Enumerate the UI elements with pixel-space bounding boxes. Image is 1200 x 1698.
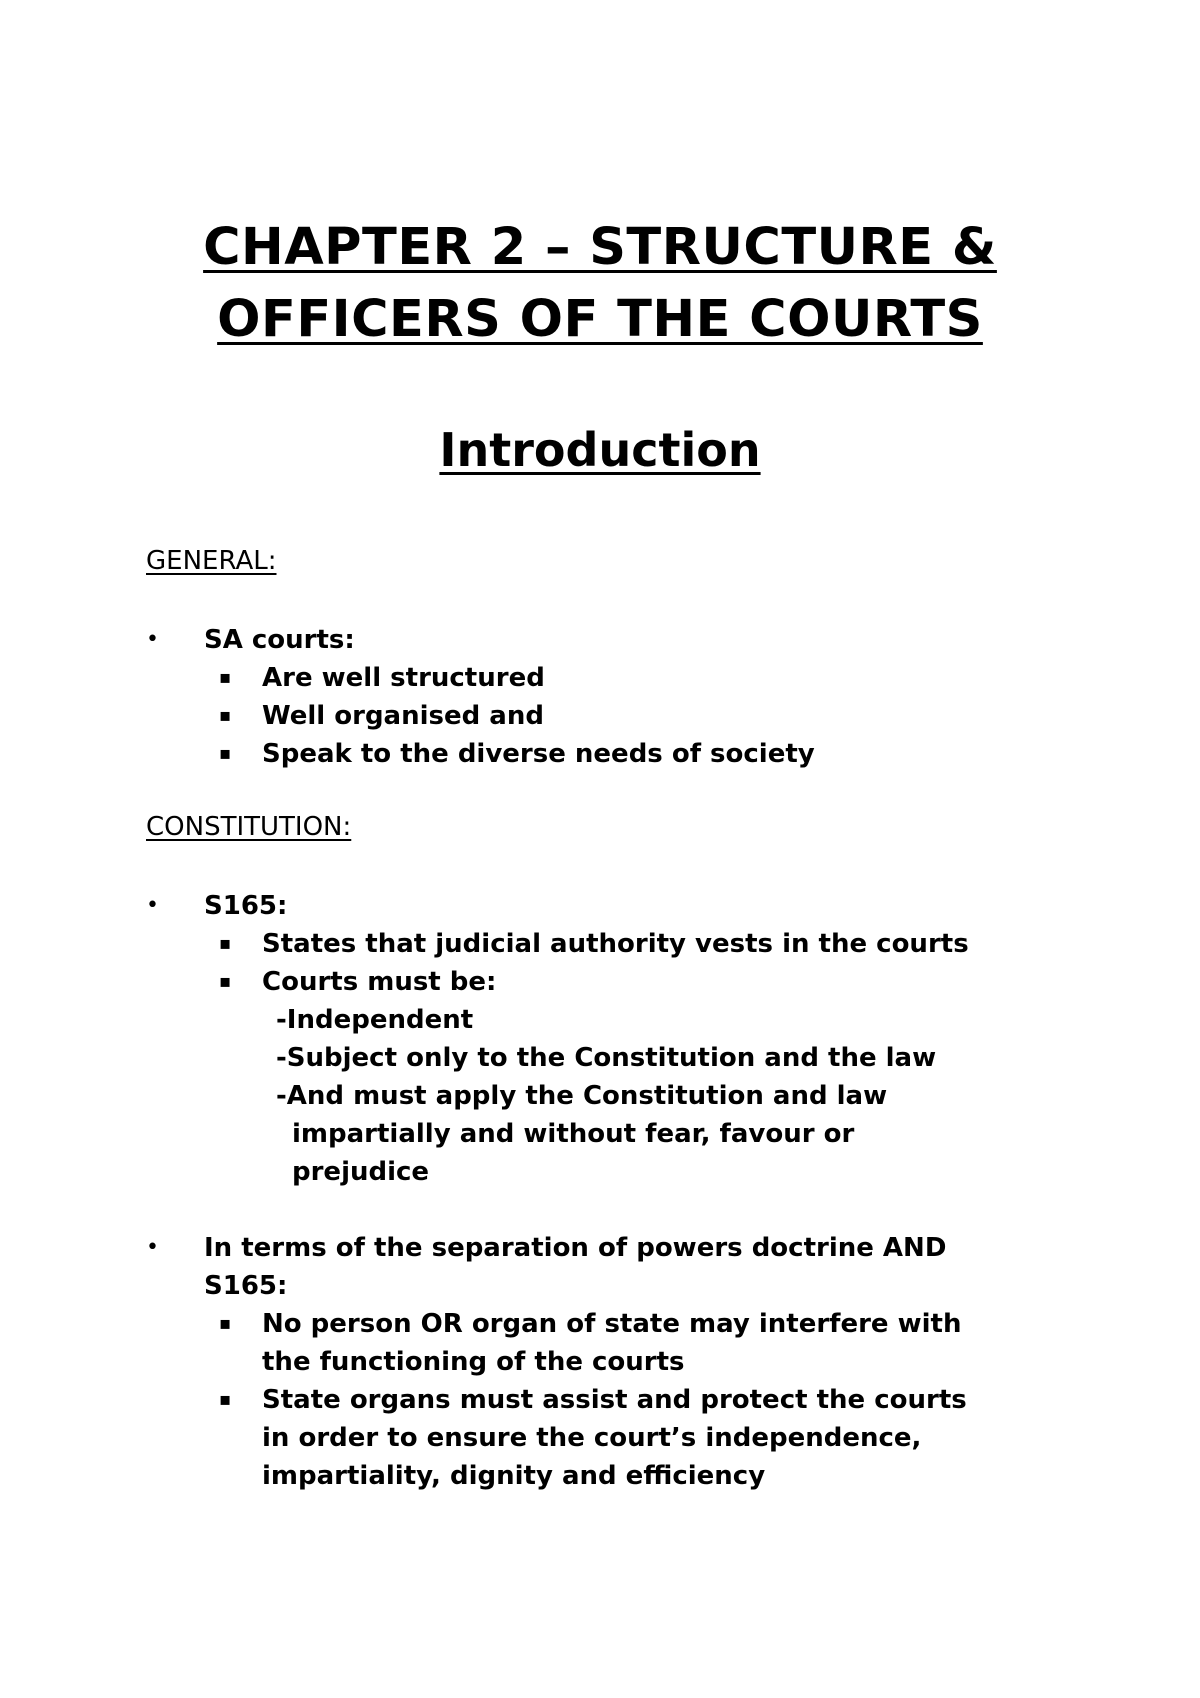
sub-bullet-icon: ▪ [219, 667, 232, 688]
general-heading: GENERAL: [146, 546, 277, 576]
chapter-title-line1: CHAPTER 2 – STRUCTURE & [203, 218, 997, 277]
sub-bullet-icon: ▪ [219, 743, 232, 764]
general-item-sa-courts: SA courts: [204, 625, 355, 655]
constitution-sub-item: Courts must be: [262, 967, 497, 997]
bullet-icon: • [146, 627, 159, 652]
constitution-sub-item-cont: impartiality, dignity and efficiency [262, 1461, 766, 1491]
dash-item-continuation: prejudice [292, 1157, 430, 1187]
sub-bullet-icon: ▪ [219, 705, 232, 726]
dash-item-continuation: impartially and without fear, favour or [292, 1119, 855, 1149]
introduction-heading: Introduction [439, 423, 761, 477]
general-sub-item: Are well structured [262, 663, 545, 693]
bullet-icon: • [146, 893, 159, 918]
section-title-introduction [0, 420, 1200, 480]
chapter-title [0, 212, 1200, 356]
chapter-title-line2: OFFICERS OF THE COURTS [217, 290, 983, 349]
constitution-item-separation: In terms of the separation of powers doctrine AND [204, 1233, 947, 1263]
sub-bullet-icon: ▪ [219, 971, 232, 992]
dash-item: -Independent [276, 1005, 474, 1035]
dash-item: -Subject only to the Constitution and the law [276, 1043, 937, 1073]
constitution-sub-item-cont: the functioning of the courts [262, 1347, 685, 1377]
dash-item: -And must apply the Constitution and law [276, 1081, 888, 1111]
constitution-sub-item: No person OR organ of state may interfere with [262, 1309, 962, 1339]
constitution-item-s165: S165: [204, 891, 288, 921]
constitution-heading: CONSTITUTION: [146, 812, 352, 842]
constitution-item-separation-cont: S165: [204, 1271, 288, 1301]
sub-bullet-icon: ▪ [219, 1313, 232, 1334]
sub-bullet-icon: ▪ [219, 933, 232, 954]
sub-bullet-icon: ▪ [219, 1389, 232, 1410]
constitution-sub-item: States that judicial authority vests in the courts [262, 929, 969, 959]
general-sub-item: Speak to the diverse needs of society [262, 739, 815, 769]
constitution-sub-item-cont: in order to ensure the court’s independence, [262, 1423, 922, 1453]
bullet-icon: • [146, 1235, 159, 1260]
general-sub-item: Well organised and [262, 701, 544, 731]
constitution-sub-item: State organs must assist and protect the courts [262, 1385, 967, 1415]
